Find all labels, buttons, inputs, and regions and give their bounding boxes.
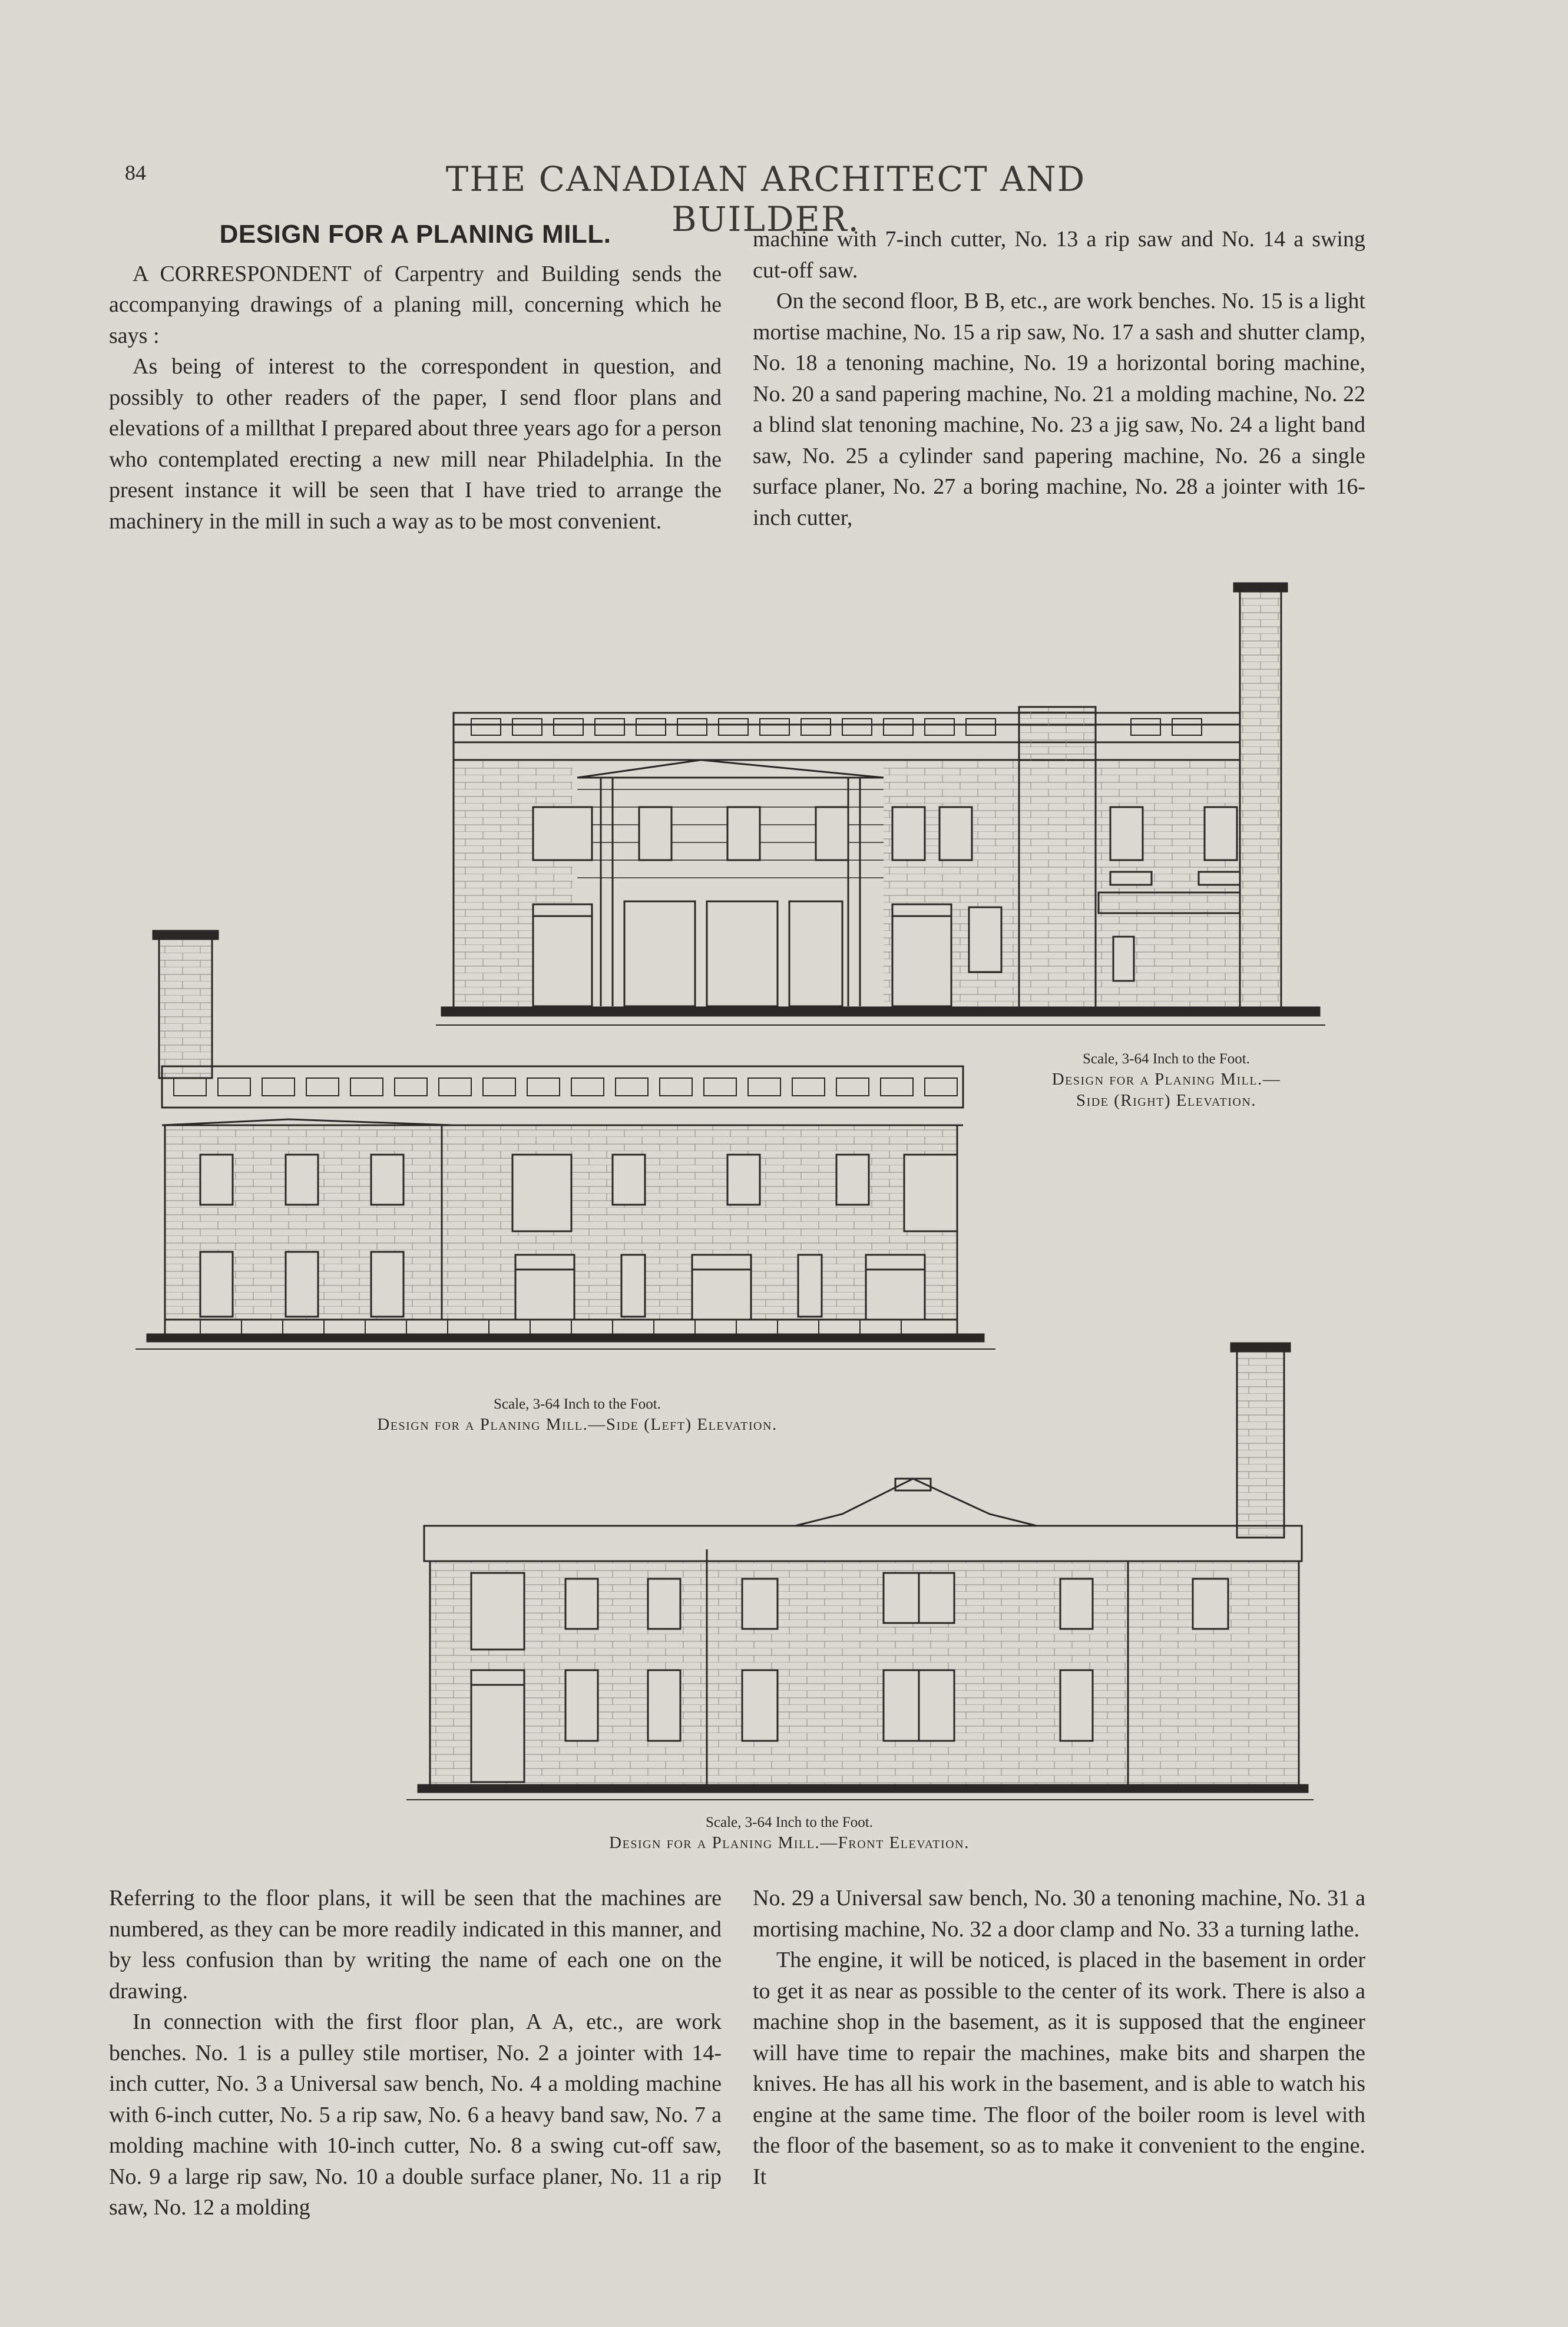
paragraph: In connection with the first floor plan, A A, etc., are work benches. No. 1 is a pulley stile mortiser, No. 2 a jointer with 14-inch cutter, No. 3 a Universal saw bench, No. 4 a molding machine with 6-inch cutter, No. 5 a rip saw, No. 6 a heavy band saw, No. 7 a molding machine with 10-inch cutter, No. 8 a swing cut-off saw, No. 9 a large rip saw, No. 10 a double surface planer, No. 11 a rip saw, No. 12 a molding (109, 2009, 722, 2220)
figure-title: Design for a Planing Mill.—Side (Left) Elevation. (377, 1415, 778, 1434)
scale-label: Scale, 3-64 Inch to the Foot. (1083, 1051, 1250, 1067)
figure-title: Design for a Planing Mill.— (1051, 1070, 1281, 1089)
scale-label: Scale, 3-64 Inch to the Foot. (706, 1814, 873, 1830)
paragraph: No. 29 a Universal saw bench, No. 30 a tenoning machine, No. 31 a mortising machine, No. 32 a door clamp and No. 33 a turning lathe. (753, 1886, 1365, 1942)
article-headline: DESIGN FOR A PLANING MILL. (219, 220, 611, 249)
page-number: 84 (125, 161, 146, 184)
paragraph: On the second floor, B B, etc., are work benches. No. 15 is a light mortise machine, No. 15 a rip saw, No. 17 a sash and shutter clamp, No. 18 a tenoning machine, No. 19 a horizontal boring machine, No. 20 a sand papering machine, No. 21 a molding machine, No. 22 a blind slat tenoning machine, No. 23 a jig saw, No. 24 a light band saw, No. 25 a cylinder sand papering machine, No. 26 a single surface planer, No. 27 a boring machine, No. 28 a jointer with 16-inch cutter, (753, 289, 1365, 530)
figure-title: Design for a Planing Mill.—Front Elevation. (609, 1833, 970, 1852)
article-column-bottom-right (753, 1883, 1365, 2192)
figure-title: Side (Right) Elevation. (1076, 1091, 1257, 1110)
paragraph: As being of interest to the correspondent in question, and possibly to other readers of the paper, I send floor plans and elevations of a millthat I prepared about three years ago for a person who contemplated erecting a new mill near Philadelphia. In the present instance it will be seen that I have tried to arrange the machinery in the mill in such a way as to be most convenient. (109, 354, 722, 534)
article-column-bottom-left (109, 1883, 722, 2223)
scale-label: Scale, 3-64 Inch to the Foot. (494, 1396, 661, 1412)
paragraph: machine with 7-inch cutter, No. 13 a rip saw and No. 14 a swing cut-off saw. (753, 227, 1365, 283)
paragraph: Referring to the floor plans, it will be seen that the machines are numbered, as they can be more readily indicated in this manner, and by less confusion than by writing the name of each one on the drawing. (109, 1886, 722, 2004)
running-head: THE CANADIAN ARCHITECT AND BUILDER. (445, 159, 1086, 239)
article-column-top-left (109, 219, 722, 537)
paragraph: A CORRESPONDENT of Carpentry and Building sends the accompanying drawings of a planing mill, concerning which he says : (109, 261, 722, 348)
article-column-top-right (753, 224, 1365, 533)
paragraph: The engine, it will be noticed, is placed in the basement in order to get it as near as possible to the center of its work. There is also a machine shop in the basement, as it is supposed that the engineer will have time to repair the machines, make bits and sharpen the knives. He has all his work in the basement, and is able to watch his engine at the same time. The floor of the boiler room is level with the floor of the basement, so as to make it convenient to the engine. It (753, 1948, 1365, 2189)
front-elevation-drawing (406, 1337, 1314, 1820)
right-elevation-caption (1001, 1050, 1331, 1111)
front-elevation-caption (448, 1813, 1131, 1853)
side-left-elevation-drawing (135, 925, 1031, 1396)
